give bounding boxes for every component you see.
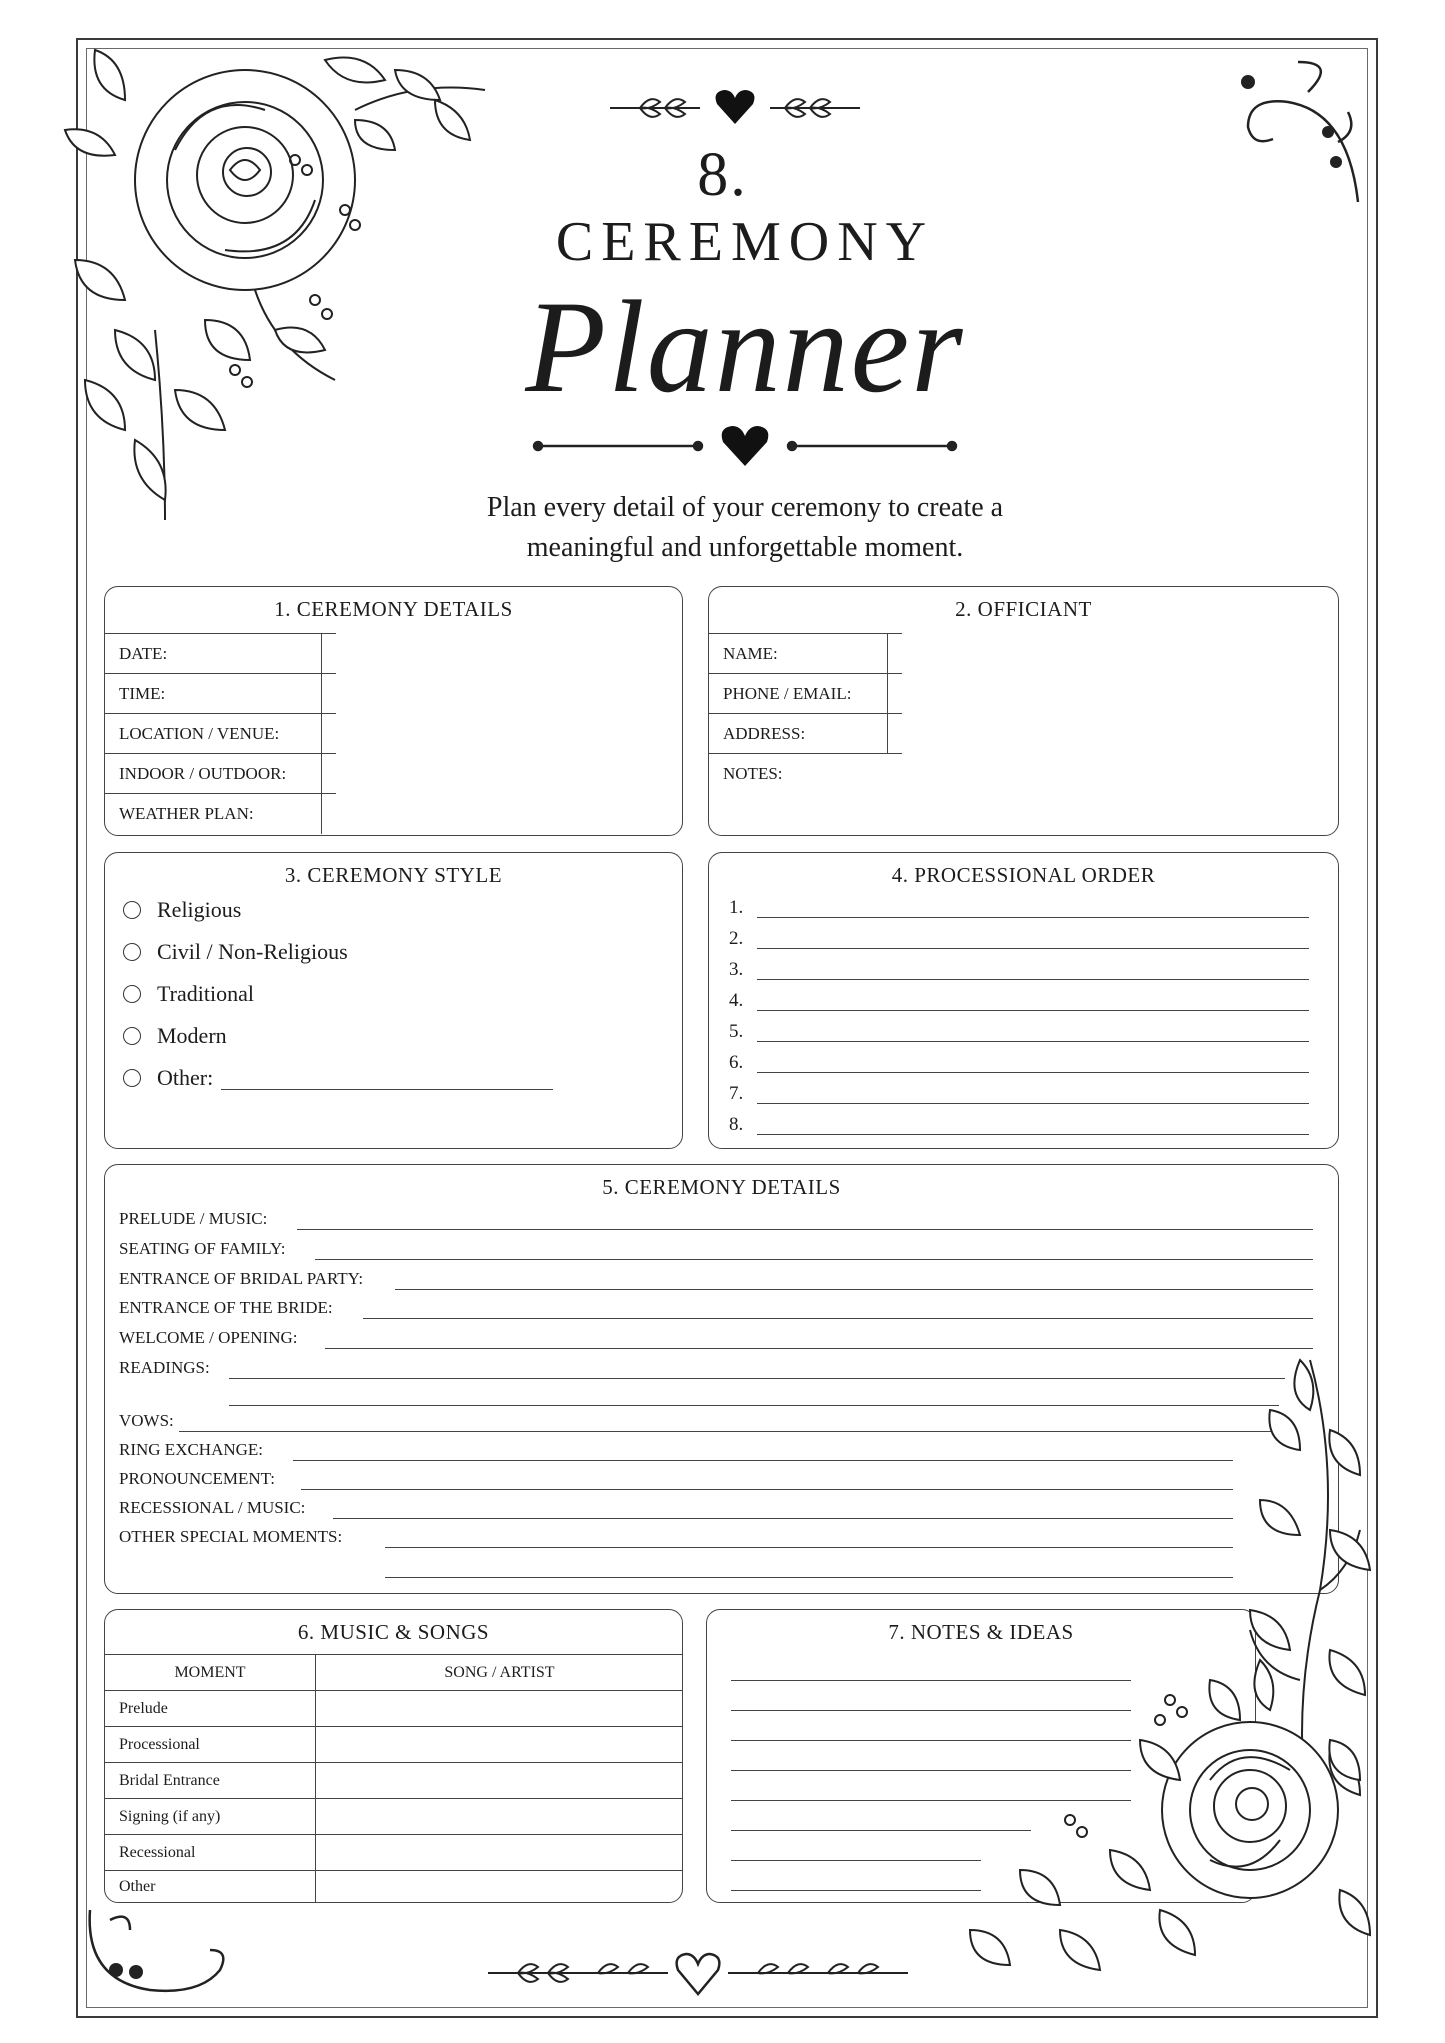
other-style-field[interactable] (221, 1067, 553, 1090)
heart-divider-icon (530, 424, 960, 468)
label-entrance-of-bride: ENTRANCE OF THE BRIDE: (119, 1298, 333, 1317)
radio-circle-icon[interactable] (123, 943, 141, 961)
ring-exchange-line[interactable] (293, 1460, 1233, 1461)
address-field[interactable] (887, 714, 902, 754)
section-title: 5. CEREMONY DETAILS (602, 1175, 841, 1199)
readings-line-2[interactable] (229, 1405, 1279, 1406)
label-address: ADDRESS: (709, 714, 887, 754)
column-divider (315, 1654, 316, 1902)
label-pronouncement: PRONOUNCEMENT: (119, 1469, 275, 1488)
section-title: 1. CEREMONY DETAILS (274, 597, 513, 621)
radio-circle-icon[interactable] (123, 1069, 141, 1087)
processional-number: 7. (729, 1083, 744, 1104)
processional-number: 3. (729, 959, 744, 980)
label-weather-plan: WEATHER PLAN: (105, 794, 321, 834)
notes-label[interactable]: NOTES: (709, 754, 902, 810)
label-time: TIME: (105, 674, 321, 714)
officiant-box (708, 586, 1339, 836)
prelude-music-line[interactable] (297, 1229, 1313, 1230)
processional-line[interactable] (757, 917, 1309, 918)
time-field[interactable] (321, 674, 336, 714)
label-seating-of-family: SEATING OF FAMILY: (119, 1239, 286, 1258)
table-row (105, 1798, 682, 1799)
section-title: 6. MUSIC & SONGS (297, 1620, 490, 1644)
subtitle: Plan every detail of your ceremony to create a meaningful and unforgettable moment. (486, 492, 1004, 563)
processional-line[interactable] (757, 1134, 1309, 1135)
seating-of-family-line[interactable] (315, 1259, 1313, 1260)
radio-circle-icon[interactable] (123, 985, 141, 1003)
page-title: CEREMONY (555, 211, 935, 273)
label-other-special-moments: OTHER SPECIAL MOMENTS: (119, 1527, 343, 1546)
ceremony-details-box (104, 586, 683, 836)
moment-processional: Processional (119, 1736, 200, 1753)
label-location: LOCATION / VENUE: (105, 714, 321, 754)
label-indoor-outdoor: INDOOR / OUTDOOR: (105, 754, 321, 794)
option-civil[interactable]: Civil / Non-Religious (123, 939, 348, 965)
section-title: 3. CEREMONY STYLE (284, 863, 503, 887)
recessional-music-line[interactable] (333, 1518, 1233, 1519)
processional-order-box (708, 852, 1339, 1149)
section-title: 4. PROCESSIONAL ORDER (891, 863, 1156, 887)
processional-line[interactable] (757, 1103, 1309, 1104)
readings-line[interactable] (229, 1378, 1285, 1379)
processional-number: 4. (729, 990, 744, 1011)
vows-line[interactable] (179, 1431, 1279, 1432)
entrance-of-bride-line[interactable] (363, 1318, 1313, 1319)
processional-line[interactable] (757, 1010, 1309, 1011)
table-row (105, 1690, 682, 1691)
officiant-table (709, 633, 902, 810)
label-date: DATE: (105, 634, 321, 674)
label-phone-email: PHONE / EMAIL: (709, 674, 887, 714)
moment-other: Other (119, 1878, 156, 1895)
label-readings: READINGS: (119, 1358, 210, 1377)
label-prelude-music: PRELUDE / MUSIC: (119, 1209, 268, 1228)
moment-signing: Signing (if any) (119, 1808, 221, 1825)
label-entrance-bridal-party: ENTRANCE OF BRIDAL PARTY: (119, 1269, 364, 1288)
other-special-moments-line-2[interactable] (385, 1577, 1233, 1578)
location-field[interactable] (321, 714, 336, 754)
table-row (105, 1870, 682, 1871)
option-traditional[interactable]: Traditional (123, 981, 254, 1007)
processional-line[interactable] (757, 979, 1309, 980)
section-title: 2. OFFICIANT (955, 597, 1092, 621)
notes-line[interactable] (731, 1860, 981, 1861)
welcome-opening-line[interactable] (325, 1348, 1313, 1349)
phone-email-field[interactable] (887, 674, 902, 714)
indoor-outdoor-field[interactable] (321, 754, 336, 794)
column-header-moment: MOMENT (174, 1664, 246, 1681)
entrance-bridal-party-line[interactable] (395, 1289, 1313, 1290)
moment-prelude: Prelude (119, 1700, 168, 1717)
option-modern[interactable]: Modern (123, 1023, 227, 1049)
table-divider (105, 1654, 682, 1655)
processional-line[interactable] (757, 1072, 1309, 1073)
label-welcome-opening: WELCOME / OPENING: (119, 1328, 298, 1347)
weather-plan-field[interactable] (321, 794, 336, 834)
processional-line[interactable] (757, 1041, 1309, 1042)
date-field[interactable] (321, 634, 336, 674)
ceremony-details-box-2 (104, 1164, 1339, 1594)
notes-line[interactable] (731, 1890, 981, 1891)
ceremony-style-box (104, 852, 683, 1149)
radio-circle-icon[interactable] (123, 901, 141, 919)
name-field[interactable] (887, 634, 902, 674)
section-title: 7. NOTES & IDEAS (888, 1620, 1074, 1644)
pronouncement-line[interactable] (301, 1489, 1233, 1490)
option-religious[interactable]: Religious (123, 897, 241, 923)
moment-recessional: Recessional (119, 1844, 196, 1861)
other-special-moments-line[interactable] (385, 1547, 1233, 1548)
moment-bridal-entrance: Bridal Entrance (119, 1772, 220, 1789)
leaf-sprig-icon (610, 84, 860, 128)
leaf-sprig-icon (488, 1948, 908, 1998)
processional-number: 6. (729, 1052, 744, 1073)
ceremony-details-table (105, 633, 336, 834)
rose-cluster-icon (960, 1640, 1380, 1980)
page-script-title: Planner (525, 273, 965, 420)
label-recessional-music: RECESSIONAL / MUSIC: (119, 1498, 306, 1517)
music-songs-box (104, 1609, 683, 1903)
processional-number: 8. (729, 1114, 744, 1135)
option-other[interactable]: Other: (123, 1065, 553, 1091)
table-row (105, 1834, 682, 1835)
processional-number: 5. (729, 1021, 744, 1042)
processional-number: 1. (729, 897, 744, 918)
label-vows: VOWS: (119, 1411, 174, 1430)
swirl-flourish-icon (80, 1900, 230, 2010)
label-ring-exchange: RING EXCHANGE: (119, 1440, 264, 1459)
radio-circle-icon[interactable] (123, 1027, 141, 1045)
table-row (105, 1762, 682, 1763)
processional-line[interactable] (757, 948, 1309, 949)
column-header-song-artist: SONG / ARTIST (444, 1664, 555, 1681)
table-row (105, 1726, 682, 1727)
processional-number: 2. (729, 928, 744, 949)
label-name: NAME: (709, 634, 887, 674)
page-number: 8. (697, 141, 748, 209)
